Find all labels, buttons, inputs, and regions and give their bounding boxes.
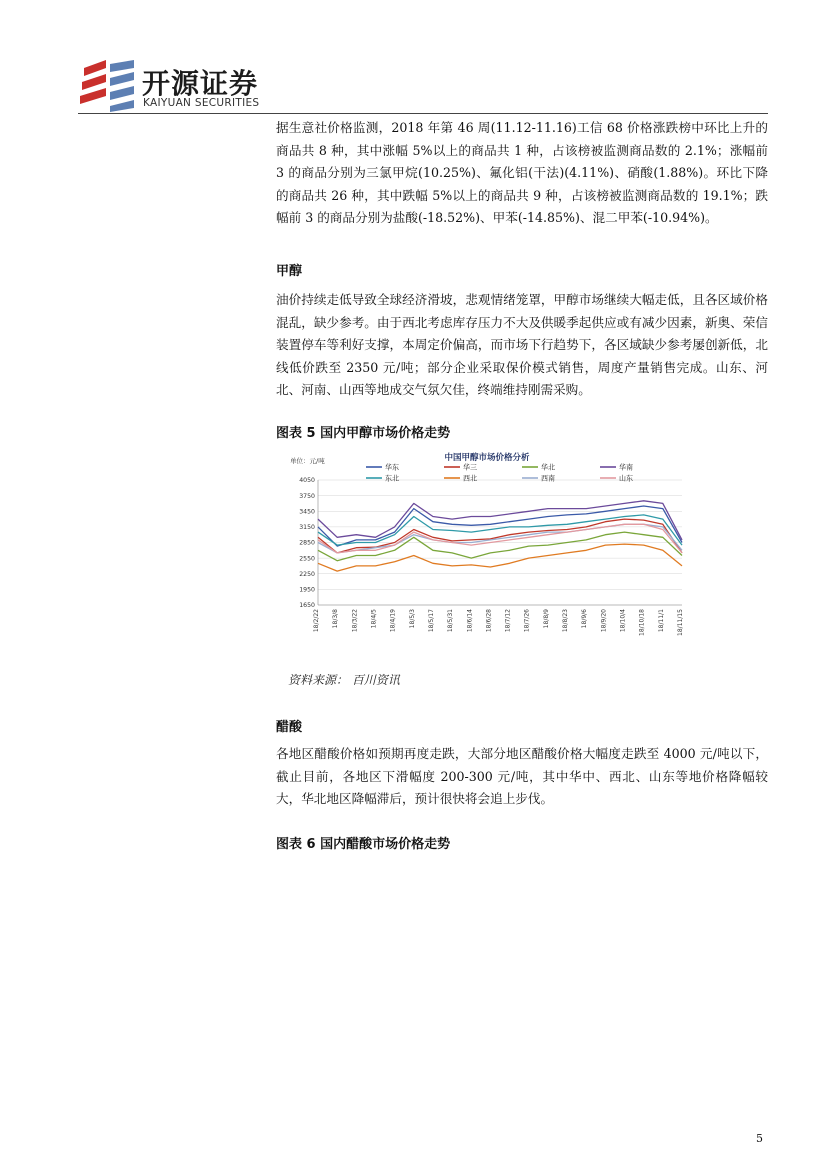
methanol-heading: 甲醇 — [276, 264, 303, 279]
x-tick-label: 18/9/6 — [581, 609, 589, 629]
y-tick-label: 2550 — [299, 555, 315, 563]
legend-label: 东北 — [385, 474, 399, 483]
legend-label: 西南 — [541, 474, 555, 483]
x-tick-label: 18/4/5 — [370, 609, 378, 629]
x-tick-label: 18/11/1 — [657, 609, 665, 633]
methanol-price-chart — [286, 448, 688, 662]
x-tick-label: 18/5/17 — [427, 609, 435, 633]
page-header — [0, 0, 827, 116]
x-tick-label: 18/5/31 — [447, 609, 455, 633]
x-tick-label: 18/7/12 — [504, 609, 512, 633]
page-number: 5 — [756, 1132, 763, 1145]
acetic-heading: 醋酸 — [276, 720, 303, 735]
x-tick-label: 18/3/22 — [351, 609, 359, 633]
y-tick-label: 2250 — [299, 570, 315, 578]
x-tick-label: 18/10/18 — [638, 609, 646, 636]
legend-label: 华东 — [385, 463, 399, 472]
logo-chinese-name: 开源证券 — [142, 67, 259, 100]
logo-english-name: KAIYUAN SECURITIES — [143, 97, 260, 109]
methanol-chart-svg — [286, 448, 688, 662]
x-tick-label: 18/10/4 — [619, 609, 627, 633]
x-tick-label: 18/8/23 — [562, 609, 570, 633]
y-tick-label: 2850 — [299, 539, 315, 547]
chart-title: 中国甲醇市场价格分析 — [444, 453, 530, 463]
x-tick-label: 18/5/3 — [408, 609, 416, 629]
y-tick-label: 3450 — [299, 508, 315, 516]
figure5-source: 资料来源： 百川资讯 — [288, 673, 400, 687]
y-tick-label: 3150 — [299, 524, 315, 532]
y-axis-unit-label: 单位：元/吨 — [290, 457, 325, 465]
intro-paragraph: 据生意社价格监测，2018 年第 46 周(11.12-11.16)工信 68 价格涨跌榜中环比上升的商品共 8 种，其中涨幅 5%以上的商品共 1 种，占该榜被监测商品数的 2.1%；涨幅前 3 的商品分别为三氯甲烷(10.25%)、氟化铝(干法)(4.11%)、硝酸(1.88%)。环比下降的商品共 26 种，其中跌幅 5%以上的商品共 9 种，占该榜被监测商品数的 19.1%；跌幅前 3 的商品分别为盐酸(-18.52%)、甲苯(-14.85%)、混二甲苯(-10.94%)。 — [276, 120, 768, 225]
legend-label: 山东 — [619, 474, 633, 483]
x-tick-label: 18/11/15 — [677, 609, 684, 636]
y-tick-label: 1650 — [299, 602, 315, 610]
figure5-title: 图表 5 国内甲醇市场价格走势 — [276, 426, 451, 441]
x-tick-label: 18/4/19 — [389, 609, 397, 633]
x-tick-label: 18/8/9 — [542, 609, 550, 629]
x-tick-label: 18/3/8 — [332, 609, 340, 629]
legend-label: 华三 — [463, 463, 477, 472]
methanol-paragraph: 油价持续走低导致全球经济滑坡，悲观情绪笼罩，甲醇市场继续大幅走低，且各区域价格混乱，缺少参考。由于西北考虑库存压力不大及供暖季起供应或有减少因素，新奥、荣信装置停车等利好支撑，本周定价偏高，而市场下行趋势下，各区域缺少参考屡创新低，北线低价跌至 2350 元/吨；部分企业采取保价模式销售，周度产量销售完成。山东、河北、河南、山西等地成交气氛欠佳，终端维持刚需采购。 — [276, 292, 768, 397]
legend-label: 华南 — [619, 463, 633, 472]
x-tick-label: 18/2/22 — [313, 609, 320, 633]
x-tick-label: 18/7/26 — [523, 609, 531, 633]
figure6-title: 图表 6 国内醋酸市场价格走势 — [276, 837, 451, 852]
x-tick-label: 18/9/20 — [600, 609, 608, 633]
x-tick-label: 18/6/28 — [485, 609, 493, 633]
legend-label: 西北 — [463, 474, 477, 483]
y-tick-label: 3750 — [299, 492, 315, 500]
x-tick-label: 18/6/14 — [466, 609, 474, 633]
legend-label: 华北 — [541, 463, 555, 472]
y-tick-label: 1950 — [299, 586, 315, 594]
y-tick-label: 4050 — [299, 477, 315, 485]
acetic-paragraph: 各地区醋酸价格如预期再度走跌，大部分地区醋酸价格大幅度走跌至 4000 元/吨以下，截止目前，各地区下滑幅度 200-300 元/吨，其中华中、西北、山东等地价格降幅较大，华北地区降幅滞后，预计很快将会追上步伐。 — [276, 746, 768, 806]
kaiyuan-logo-icon — [78, 60, 138, 112]
header-divider — [78, 113, 768, 114]
